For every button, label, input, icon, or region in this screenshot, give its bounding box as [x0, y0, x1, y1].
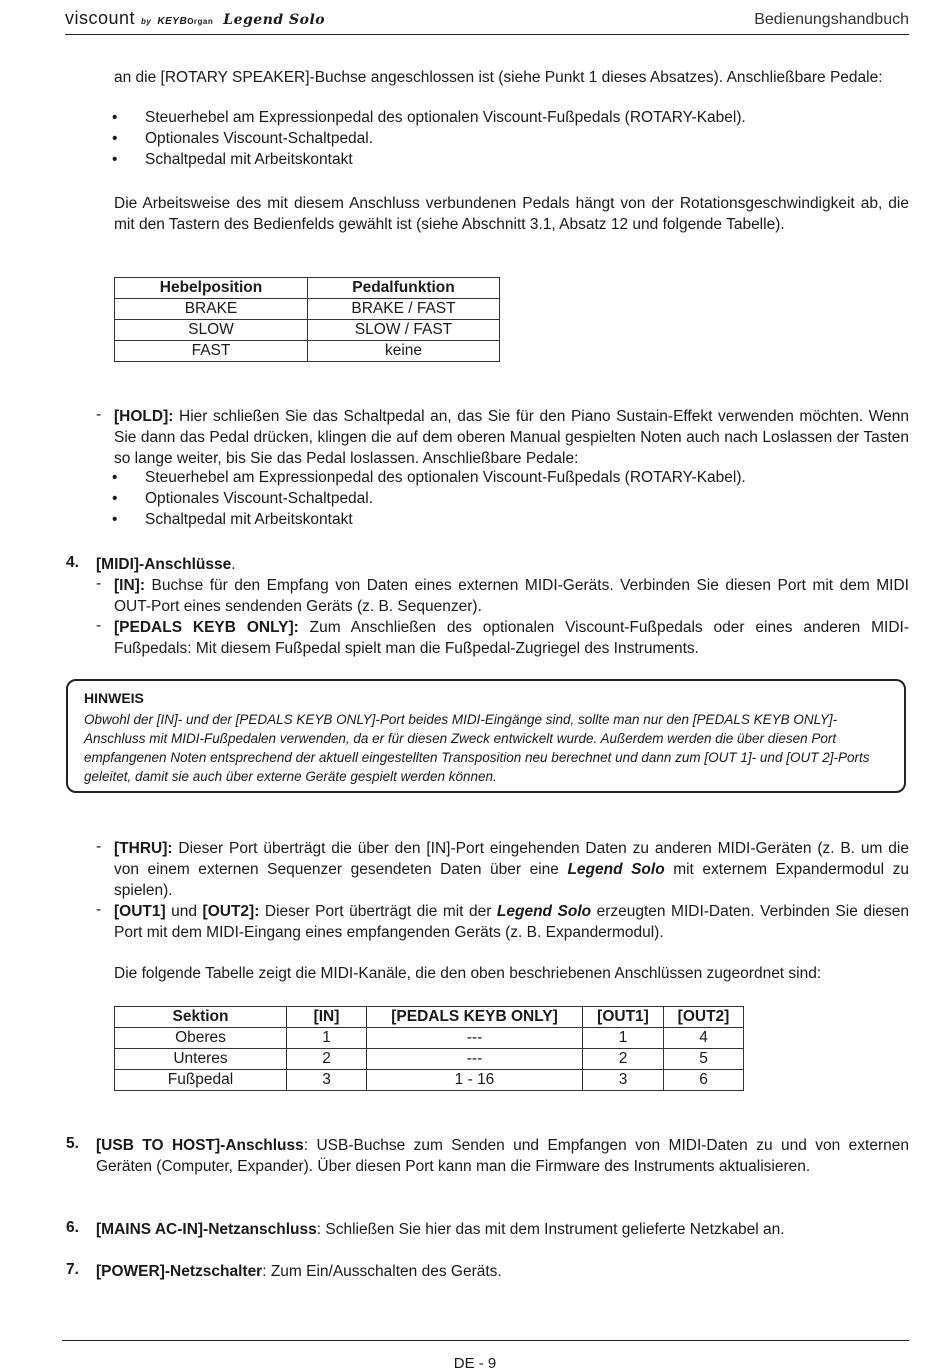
model-name-inline: Legend Solo: [496, 903, 592, 920]
brand-logo: [65, 8, 325, 29]
pedals-label: [PEDALS KEYB ONLY]:: [114, 619, 299, 636]
model-name: Legend Solo: [223, 12, 326, 28]
in-dash: -: [96, 575, 102, 592]
pedals-paragraph: [114, 617, 909, 659]
table-row: [115, 299, 500, 320]
table-header-cell: [PEDALS KEYB ONLY]: [367, 1007, 583, 1028]
brand-by: by: [141, 17, 152, 26]
document-title: Bedienungshandbuch: [754, 11, 909, 28]
thru-dash: -: [96, 838, 102, 855]
hold-paragraph: [114, 406, 909, 469]
usb-text: : USB-Buchse zum Senden und Empfangen von MIDI-Daten zu und von externen Geräten (Computer, Expander). Über diesen Port kann man die Firmware des Instruments aktualisieren.: [96, 1137, 909, 1175]
table-row: [115, 1049, 744, 1070]
in-text: Buchse für den Empfang von Daten eines externen MIDI-Geräts. Verbinden Sie diesen Port mit dem MIDI OUT-Port eines sendenden Geräts (z. B. Sequenzer).: [114, 577, 909, 615]
table-header-row: [115, 1007, 744, 1028]
table-header-row: [115, 278, 500, 299]
table-cell: keine: [308, 341, 500, 362]
page-header: [65, 8, 909, 35]
mains-label: [MAINS AC-IN]-Netzanschluss: [96, 1221, 317, 1238]
table-cell: 6: [664, 1070, 744, 1091]
table-header-cell: Hebelposition: [115, 278, 308, 299]
section-number: 7.: [66, 1261, 79, 1278]
table-cell: ---: [367, 1049, 583, 1070]
table-cell: SLOW / FAST: [308, 320, 500, 341]
table-row: [115, 1028, 744, 1049]
note-title: HINWEIS: [84, 690, 144, 706]
table-header-cell: Sektion: [115, 1007, 287, 1028]
hold-text: Hier schließen Sie das Schaltpedal an, das Sie für den Piano Sustain-Effekt verwenden möchten. Wenn Sie dann das Pedal drücken, klingen die auf dem oberen Manual gespielten Noten auch nach Loslassen der Tasten so lange weiter, bis Sie das Pedal loslassen. Anschließbare Pedale:: [114, 408, 909, 467]
brand-organ: Organ: [187, 17, 214, 26]
bullet-text: Schaltpedal mit Arbeitskontakt: [145, 151, 353, 168]
bullet-text: Steuerhebel am Expressionpedal des optionalen Viscount-Fußpedals (ROTARY-Kabel).: [145, 109, 746, 126]
table-intro: Die folgende Tabelle zeigt die MIDI-Kanäle, die den oben beschriebenen Anschlüssen zugeordnet sind:: [114, 965, 822, 982]
table-cell: 2: [583, 1049, 664, 1070]
rotary-paragraph: Die Arbeitsweise des mit diesem Anschluss verbundenen Pedals hängt von der Rotationsgeschwindigkeit ab, die mit den Tastern des Bedienfelds gewählt ist (siehe Abschnitt 3.1, Absatz 12 und folgende Tabelle).: [114, 195, 909, 233]
brand-name: viscount: [65, 8, 136, 28]
table-cell: BRAKE / FAST: [308, 299, 500, 320]
power-text: : Zum Ein/Ausschalten des Geräts.: [262, 1263, 502, 1280]
section-number: 5.: [66, 1135, 79, 1152]
table-header-cell: [OUT1]: [583, 1007, 664, 1028]
note-text: Obwohl der [IN]- und der [PEDALS KEYB ONLY]-Port beides MIDI-Eingänge sind, sollte man nur den [PEDALS KEYB ONLY]-Anschluss mit MIDI-Fußpedalen verwenden, da er für diesen Zweck entwickelt wurde. Außerdem werden die über diesen Port empfangenen Noten entsprechend der aktuell eingestellten Transposition neu berechnet und dann zum [OUT 1]- und [OUT 2]-Ports geleitet, damit sie auch über externe Geräte gespielt werden können.: [84, 712, 870, 784]
section-number: 6.: [66, 1219, 79, 1236]
footer-divider: [62, 1340, 909, 1341]
table-cell: 4: [664, 1028, 744, 1049]
pedals-text: Zum Anschließen des optionalen Viscount-Fußpedals oder eines anderen MIDI-Fußpedals: Mit diesem Fußpedal spielt man die Fußpedal-Zugriegel des Instruments.: [114, 619, 909, 657]
out1-label: [OUT1]: [114, 903, 166, 920]
table-cell: 5: [664, 1049, 744, 1070]
table-cell: SLOW: [115, 320, 308, 341]
brand-keyb: KEYB: [157, 16, 188, 27]
table-cell: 3: [583, 1070, 664, 1091]
in-paragraph: [114, 575, 909, 617]
table-header-cell: [IN]: [287, 1007, 367, 1028]
hold-label: [HOLD]:: [114, 408, 174, 425]
model-name-inline: Legend Solo: [567, 861, 665, 878]
lever-function-table: [114, 277, 500, 362]
table-row: [115, 341, 500, 362]
out-mid: und: [165, 903, 203, 920]
table-cell: BRAKE: [115, 299, 308, 320]
section-number: 4.: [66, 554, 79, 571]
rotary-intro: an die [ROTARY SPEAKER]-Buchse angeschlossen ist (siehe Punkt 1 dieses Absatzes). Anschließbare Pedale:: [114, 69, 883, 86]
bullet-text: Optionales Viscount-Schaltpedal.: [145, 490, 374, 507]
note-box: [66, 679, 906, 793]
mains-text: : Schließen Sie hier das mit dem Instrument gelieferte Netzkabel an.: [316, 1221, 785, 1238]
table-cell: 3: [287, 1070, 367, 1091]
thru-text: Dieser Port überträgt die über den [IN]-Port eingehenden Daten zu anderen MIDI-Geräten (z. B. um die von einem externen Sequenzer gesendeten Daten über eine: [114, 840, 909, 878]
midi-title-end: .: [231, 556, 236, 573]
out-text-end: erzeugten MIDI-Daten. Verbinden Sie diesen Port mit dem MIDI-Eingang eines empfangenden Geräts (z. B. Expandermodul).: [114, 903, 909, 941]
table-header-cell: [OUT2]: [664, 1007, 744, 1028]
page-number: DE - 9: [453, 1355, 497, 1372]
midi-heading: [96, 554, 236, 575]
usb-label: [USB TO HOST]-Anschluss: [96, 1137, 304, 1154]
bullet-text: Steuerhebel am Expressionpedal des optionalen Viscount-Fußpedals (ROTARY-Kabel).: [145, 469, 746, 486]
out-paragraph: [114, 901, 909, 943]
midi-channel-table: [114, 1006, 744, 1091]
table-row: [115, 320, 500, 341]
table-cell: 1 - 16: [367, 1070, 583, 1091]
out2-label: [OUT2]:: [202, 903, 260, 920]
thru-text-end: mit externem Expandermodul zu spielen).: [114, 861, 909, 899]
table-cell: 1: [287, 1028, 367, 1049]
table-cell: 2: [287, 1049, 367, 1070]
mains-paragraph: [96, 1219, 909, 1240]
thru-label: [THRU]:: [114, 840, 173, 857]
table-cell: FAST: [115, 341, 308, 362]
table-cell: Oberes: [115, 1028, 287, 1049]
out-text: Dieser Port überträgt die mit der: [259, 903, 497, 920]
bullet-text: Optionales Viscount-Schaltpedal.: [145, 130, 374, 147]
midi-title: [MIDI]-Anschlüsse: [96, 556, 232, 573]
table-cell: Fußpedal: [115, 1070, 287, 1091]
thru-paragraph: [114, 838, 909, 901]
table-cell: ---: [367, 1028, 583, 1049]
power-paragraph: [96, 1261, 909, 1282]
power-label: [POWER]-Netzschalter: [96, 1263, 263, 1280]
table-header-cell: Pedalfunktion: [308, 278, 500, 299]
hold-dash: -: [96, 406, 102, 423]
usb-paragraph: [96, 1135, 909, 1177]
bullet-text: Schaltpedal mit Arbeitskontakt: [145, 511, 353, 528]
in-label: [IN]:: [114, 577, 145, 594]
out-dash: -: [96, 901, 102, 918]
table-cell: Unteres: [115, 1049, 287, 1070]
pedals-dash: -: [96, 617, 102, 634]
table-cell: 1: [583, 1028, 664, 1049]
table-row: [115, 1070, 744, 1091]
